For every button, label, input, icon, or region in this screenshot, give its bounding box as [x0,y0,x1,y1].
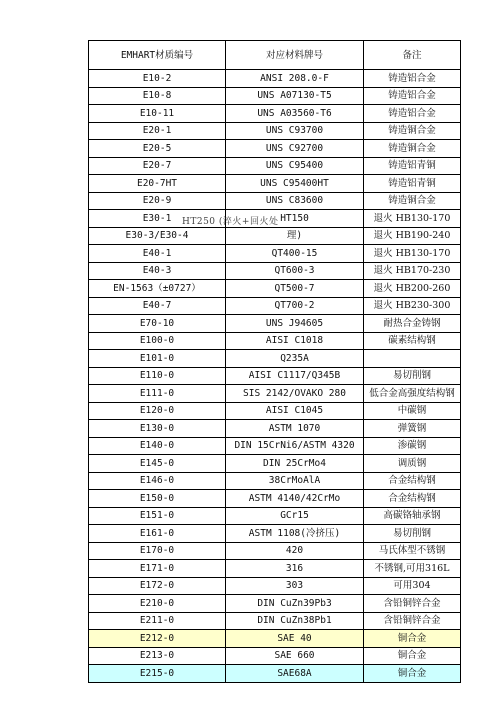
cell-grade: UNS C93700 [226,122,364,140]
cell-code: E210-0 [89,595,226,613]
cell-code: E211-0 [89,612,226,630]
cell-grade: UNS C95400 [226,157,364,175]
cell-remark [364,350,461,368]
cell-grade: QT700-2 [226,297,364,315]
table-row [89,297,461,315]
cell-remark: 不锈钢,可用316L [364,560,461,578]
cell-code: E213-0 [89,647,226,665]
table-row [89,560,461,578]
table-row [89,315,461,333]
table-row [89,385,461,403]
cell-remark: 铸造铝青铜 [364,157,461,175]
cell-code: E172-0 [89,577,226,595]
cell-remark: 铸造铜合金 [364,192,461,210]
cell-code: E40-1 [89,245,226,263]
cell-grade: 理) [226,227,364,245]
cell-grade: UNS A07130-T5 [226,87,364,105]
cell-remark: 铸造铝合金 [364,87,461,105]
cell-code: E40-7 [89,297,226,315]
cell-remark: 铜合金 [364,630,461,648]
cell-remark: 退火 HB130-170 [364,210,461,228]
table-row [89,612,461,630]
cell-code: E20-7 [89,157,226,175]
table-row [89,455,461,473]
cell-grade: SIS 2142/OVAKO 280 [226,385,364,403]
cell-grade: 316 [226,560,364,578]
table-row [89,105,461,123]
cell-remark: 退火 HB190-240 [364,227,461,245]
cell-remark: 易切削钢 [364,525,461,543]
cell-code: E161-0 [89,525,226,543]
cell-grade: Q235A [226,350,364,368]
table-row [89,262,461,280]
cell-grade: AISI C1117/Q345B [226,367,364,385]
cell-code: E30-1 [89,210,226,228]
cell-remark: 易切削钢 [364,367,461,385]
cell-grade: UNS C92700 [226,140,364,158]
table-row [89,437,461,455]
cell-grade: ASTM 1070 [226,420,364,438]
header-row [89,41,461,70]
cell-grade: HT150 [226,210,364,228]
cell-code: E20-9 [89,192,226,210]
cell-remark: 调质钢 [364,455,461,473]
cell-code: E145-0 [89,455,226,473]
cell-code: E140-0 [89,437,226,455]
cell-code: E150-0 [89,490,226,508]
cell-remark: 铜合金 [364,665,461,683]
header-code: EMHART材质编号 [89,41,226,70]
table-row [89,140,461,158]
table-row [89,577,461,595]
cell-remark: 铸造铜合金 [364,140,461,158]
table-row [89,192,461,210]
table-row [89,70,461,88]
cell-remark: 弹簧钢 [364,420,461,438]
cell-grade: ANSI 208.0-F [226,70,364,88]
table-row [89,350,461,368]
table-row [89,175,461,193]
cell-remark: 耐热合金铸钢 [364,315,461,333]
cell-code: E10-8 [89,87,226,105]
table-row [89,595,461,613]
cell-code: E151-0 [89,507,226,525]
cell-code: E40-3 [89,262,226,280]
cell-code: E30-3/E30-4 [89,227,226,245]
table-row [89,507,461,525]
cell-remark: 马氏体型不锈钢 [364,542,461,560]
cell-code: E101-0 [89,350,226,368]
cell-grade: UNS J94605 [226,315,364,333]
table-row [89,122,461,140]
table-row [89,542,461,560]
overlapping-cell-text: HT250 (淬火+回火处 [182,217,279,227]
table-row [89,332,461,350]
cell-code: E170-0 [89,542,226,560]
cell-code: E20-1 [89,122,226,140]
table-row [89,367,461,385]
table-row [89,245,461,263]
cell-remark: 合金结构钢 [364,490,461,508]
cell-grade: 38CrMoAlA [226,472,364,490]
cell-code: E215-0 [89,665,226,683]
cell-grade: SAE68A [226,665,364,683]
cell-remark: 合金结构钢 [364,472,461,490]
cell-grade: DIN CuZn39Pb3 [226,595,364,613]
cell-grade: ASTM 4140/42CrMo [226,490,364,508]
cell-grade: SAE 660 [226,647,364,665]
cell-grade: QT600-3 [226,262,364,280]
cell-code: E212-0 [89,630,226,648]
cell-grade: GCr15 [226,507,364,525]
cell-code: E171-0 [89,560,226,578]
cell-grade: DIN 25CrMo4 [226,455,364,473]
cell-remark: 退火 HB170-230 [364,262,461,280]
cell-remark: 铜合金 [364,647,461,665]
table-row [89,647,461,665]
table-row [89,525,461,543]
table-row [89,227,461,245]
cell-grade: DIN CuZn38Pb1 [226,612,364,630]
cell-remark: 可用304 [364,577,461,595]
table-row [89,630,461,648]
cell-grade: SAE 40 [226,630,364,648]
cell-remark: 中碳钢 [364,402,461,420]
cell-remark: 含铅铜锌合金 [364,612,461,630]
cell-grade: 303 [226,577,364,595]
cell-grade: QT500-7 [226,280,364,298]
table-row [89,157,461,175]
table-row [89,665,461,683]
cell-grade: AISI C1018 [226,332,364,350]
cell-code: E10-11 [89,105,226,123]
cell-grade: QT400-15 [226,245,364,263]
table-row [89,280,461,298]
cell-code: E110-0 [89,367,226,385]
cell-code: E130-0 [89,420,226,438]
table-row [89,472,461,490]
table-row [89,87,461,105]
cell-code: E20-7HT [89,175,226,193]
cell-code: E70-10 [89,315,226,333]
cell-grade: ASTM 1108(冷挤压) [226,525,364,543]
cell-code: E10-2 [89,70,226,88]
table-row [89,420,461,438]
cell-remark: 含铅铜锌合金 [364,595,461,613]
cell-code: EN-1563（±0727） [89,280,226,298]
cell-code: E100-0 [89,332,226,350]
cell-remark: 铸造铜合金 [364,122,461,140]
cell-remark: 碳素结构钢 [364,332,461,350]
header-grade: 对应材料牌号 [226,41,364,70]
cell-remark: 铸造铝合金 [364,70,461,88]
cell-code: E20-5 [89,140,226,158]
cell-remark: 低合金高强度结构钢 [364,385,461,403]
cell-grade: DIN 15CrNi6/ASTM 4320 [226,437,364,455]
cell-remark: 高碳铬轴承钢 [364,507,461,525]
cell-code: E120-0 [89,402,226,420]
cell-remark: 渗碳钢 [364,437,461,455]
table-row [89,402,461,420]
cell-code: E111-0 [89,385,226,403]
cell-remark: 铸造铝青铜 [364,175,461,193]
materials-table [88,40,461,683]
cell-remark: 退火 HB230-300 [364,297,461,315]
cell-grade: UNS C83600 [226,192,364,210]
table-row [89,490,461,508]
header-remark: 备注 [364,41,461,70]
cell-remark: 铸造铝合金 [364,105,461,123]
cell-grade: 420 [226,542,364,560]
cell-remark: 退火 HB130-170 [364,245,461,263]
cell-grade: UNS A03560-T6 [226,105,364,123]
cell-grade: AISI C1045 [226,402,364,420]
cell-code: E146-0 [89,472,226,490]
cell-remark: 退火 HB200-260 [364,280,461,298]
cell-grade: UNS C95400HT [226,175,364,193]
